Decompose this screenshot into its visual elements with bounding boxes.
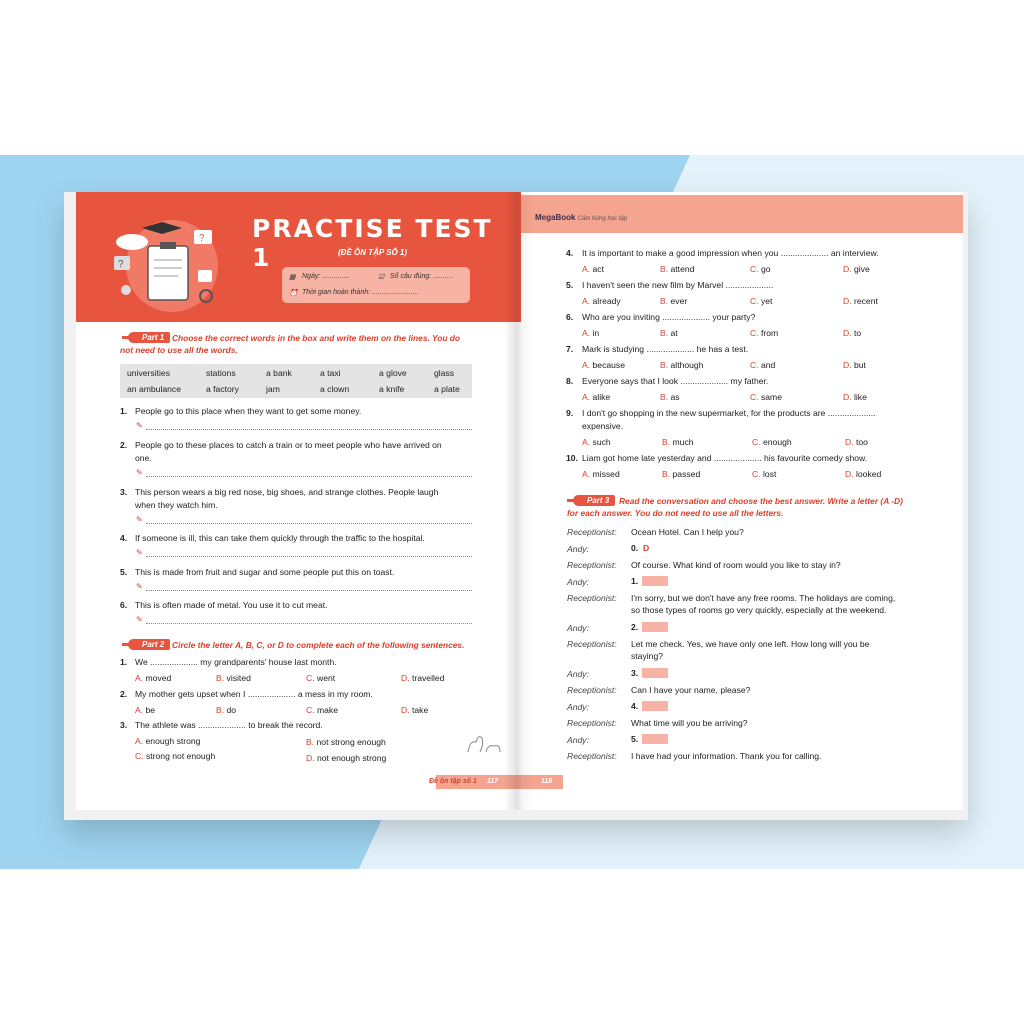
- option-c[interactable]: C. strong not enough: [135, 751, 216, 761]
- right-page: [521, 192, 963, 810]
- option-d[interactable]: D. to: [843, 328, 862, 338]
- word: a taxi: [320, 368, 341, 378]
- part2-label: Part 2: [128, 639, 170, 650]
- speaker-label: Andy:: [567, 702, 589, 712]
- question-text: Who are you inviting .................... your party?: [582, 312, 756, 322]
- speaker-label: Receptionist:: [567, 751, 617, 761]
- option-d[interactable]: D. travelled: [401, 673, 445, 683]
- pencil-icon: ✎: [136, 421, 143, 430]
- question-text: People go to this place when they want to get some money.: [135, 406, 362, 416]
- svg-text:?: ?: [199, 233, 205, 244]
- question-text: This person wears a big red nose, big shoes, and strange clothes. People laugh: [135, 487, 439, 497]
- option-c[interactable]: C. from: [750, 328, 779, 338]
- question-number: 7.: [566, 344, 574, 354]
- answer-number: 0.: [631, 543, 639, 553]
- question-number: 8.: [566, 376, 574, 386]
- question-text-cont: when they watch him.: [135, 500, 218, 510]
- option-a[interactable]: A. because: [582, 360, 626, 370]
- option-b[interactable]: B. do: [216, 705, 237, 715]
- option-b[interactable]: B. not strong enough: [306, 737, 386, 747]
- option-b[interactable]: B. although: [660, 360, 704, 370]
- word: a glove: [379, 368, 407, 378]
- left-header: [76, 192, 521, 322]
- brand-logo: MegaBook Cảm hứng học tập: [535, 213, 628, 222]
- right-header: [521, 195, 963, 233]
- open-book: [64, 192, 968, 820]
- question-text: Liam got home late yesterday and .................... his favourite comedy show.: [582, 453, 868, 463]
- word: a plate: [434, 384, 460, 394]
- question-number: 3.: [120, 720, 128, 730]
- question-text: My mother gets upset when I .................... a mess in my room.: [135, 689, 373, 699]
- word-box: [120, 364, 472, 398]
- left-page: [76, 192, 521, 810]
- answer-box[interactable]: [642, 622, 668, 632]
- option-a[interactable]: A. already: [582, 296, 621, 306]
- word: jam: [266, 384, 280, 394]
- speaker-label: Andy:: [567, 577, 589, 587]
- answer-box[interactable]: [642, 576, 668, 586]
- answer-number: 1.: [631, 576, 639, 586]
- footer-text: Đề ôn tập số 1: [429, 778, 477, 785]
- speaker-label: Andy:: [567, 669, 589, 679]
- answer-line[interactable]: [146, 429, 472, 430]
- question-text: The athlete was .................... to break the record.: [135, 720, 323, 730]
- question-number: 6.: [120, 600, 128, 610]
- speaker-label: Andy:: [567, 735, 589, 745]
- speaker-label: Receptionist:: [567, 527, 617, 537]
- pencil-icon: ✎: [136, 582, 143, 591]
- option-b[interactable]: B. at: [660, 328, 678, 338]
- answer-number: 2.: [631, 622, 639, 632]
- question-number: 1.: [120, 657, 128, 667]
- clock-icon: ⏰: [289, 290, 298, 297]
- question-text-cont: one.: [135, 453, 152, 463]
- pencil-icon: ✎: [136, 468, 143, 477]
- question-number: 6.: [566, 312, 574, 322]
- answer-line[interactable]: [146, 523, 472, 524]
- option-a[interactable]: A. in: [582, 328, 600, 338]
- pencil-icon: ✎: [136, 615, 143, 624]
- part3-instruction-line2: for each answer. You do not need to use all the letters.: [567, 508, 784, 518]
- study-illustration-icon: [108, 212, 236, 316]
- time-field: Thời gian hoàn thành: ........................: [302, 289, 419, 296]
- option-b[interactable]: B. visited: [216, 673, 251, 683]
- page-subtitle: (ĐỀ ÔN TẬP SỐ 1): [338, 248, 408, 257]
- word: a bank: [266, 368, 292, 378]
- word: stations: [206, 368, 236, 378]
- speaker-label: Andy:: [567, 623, 589, 633]
- page-number: 117: [487, 778, 499, 785]
- word: a factory: [206, 384, 239, 394]
- question-number: 9.: [566, 408, 574, 418]
- part3-label: Part 3: [573, 495, 615, 506]
- question-number: 2.: [120, 689, 128, 699]
- question-text: I haven't seen the new film by Marvel ....................: [582, 280, 774, 290]
- word: universities: [127, 368, 170, 378]
- option-b[interactable]: B. ever: [660, 296, 688, 306]
- answer-number: 3.: [631, 668, 639, 678]
- option-c[interactable]: C. yet: [750, 296, 773, 306]
- question-text: This is often made of metal. You use it to cut meat.: [135, 600, 328, 610]
- date-field: Ngày: ..............: [302, 273, 350, 280]
- check-icon: ☑: [378, 274, 385, 281]
- question-number: 10.: [566, 453, 578, 463]
- part1-label: Part 1: [128, 332, 170, 343]
- answer-line[interactable]: [146, 556, 472, 557]
- option-c[interactable]: C. go: [750, 264, 771, 274]
- option-d[interactable]: D. too: [845, 437, 868, 447]
- question-text: People go to these places to catch a train or to meet people who have arrived on: [135, 440, 442, 450]
- svg-text:?: ?: [118, 259, 124, 270]
- part3-instruction-line1: Read the conversation and choose the best answer. Write a letter (A -D): [619, 496, 903, 506]
- calendar-icon: ▦: [289, 274, 296, 281]
- question-number: 3.: [120, 487, 128, 497]
- dialogue-text: Can I have your name, please?: [631, 685, 751, 695]
- option-c[interactable]: C. lost: [752, 469, 777, 479]
- option-c[interactable]: C. went: [306, 673, 336, 683]
- option-a[interactable]: A. be: [135, 705, 156, 715]
- option-c[interactable]: C. enough: [752, 437, 792, 447]
- option-b[interactable]: B. attend: [660, 264, 695, 274]
- option-a[interactable]: A. moved: [135, 673, 172, 683]
- question-number: 2.: [120, 440, 128, 450]
- part1-instruction-line1: Choose the correct words in the box and write them on the lines. You do: [172, 333, 461, 343]
- part2-instruction: Circle the letter A, B, C, or D to complete each of the following sentences.: [172, 640, 465, 650]
- question-number: 4.: [120, 533, 128, 543]
- option-b[interactable]: B. much: [662, 437, 694, 447]
- option-d[interactable]: D. not enough strong: [306, 753, 387, 763]
- option-d[interactable]: D. like: [843, 392, 867, 402]
- question-number: 5.: [120, 567, 128, 577]
- option-a[interactable]: A. alike: [582, 392, 611, 402]
- speaker-label: Receptionist:: [567, 718, 617, 728]
- option-c[interactable]: C. make: [306, 705, 338, 715]
- dialogue-text: I'm sorry, but we don't have any free rooms. The holidays are coming,: [631, 593, 896, 603]
- option-a[interactable]: A. such: [582, 437, 611, 447]
- answer-number: 4.: [631, 701, 639, 711]
- dinosaur-doodle-icon: [464, 730, 504, 756]
- question-text: Everyone says that I look .................... my father.: [582, 376, 769, 386]
- speaker-label: Receptionist:: [567, 639, 617, 649]
- option-a[interactable]: A. missed: [582, 469, 620, 479]
- answer-number: 5.: [631, 734, 639, 744]
- dialogue-text-cont: so those types of rooms go very quickly, especially at the weekend.: [631, 605, 887, 615]
- answer-box[interactable]: [642, 701, 668, 711]
- speaker-label: Receptionist:: [567, 593, 617, 603]
- option-c[interactable]: C. same: [750, 392, 782, 402]
- dialogue-text: Of course. What kind of room would you like to stay in?: [631, 560, 841, 570]
- speaker-label: Andy:: [567, 544, 589, 554]
- answer-box[interactable]: [642, 668, 668, 678]
- question-text-cont: expensive.: [582, 421, 624, 431]
- question-text: It is important to make a good impression when you .................... an interview.: [582, 248, 879, 258]
- answer-line[interactable]: [146, 476, 472, 477]
- dialogue-text: What time will you be arriving?: [631, 718, 748, 728]
- dialogue-text: Ocean Hotel. Can I help you?: [631, 527, 744, 537]
- example-answer: D: [643, 543, 650, 553]
- info-box: [282, 267, 470, 303]
- word: glass: [434, 368, 455, 378]
- option-b[interactable]: B. passed: [662, 469, 701, 479]
- answer-line[interactable]: [146, 590, 472, 591]
- speaker-label: Receptionist:: [567, 560, 617, 570]
- question-text: If someone is ill, this can take them quickly through the traffic to the hospital.: [135, 533, 425, 543]
- speaker-label: Receptionist:: [567, 685, 617, 695]
- option-a[interactable]: A. act: [582, 264, 604, 274]
- answer-line[interactable]: [146, 623, 472, 624]
- score-field: Số câu đúng: ..........: [390, 273, 453, 280]
- question-text: I don't go shopping in the new supermarket, for the products are ....................: [582, 408, 876, 418]
- part1-instruction-line2: not need to use all the words.: [120, 345, 238, 355]
- word: an ambulance: [127, 384, 181, 394]
- option-c[interactable]: C. and: [750, 360, 776, 370]
- question-number: 4.: [566, 248, 574, 258]
- option-d[interactable]: D. looked: [845, 469, 882, 479]
- dialogue-text: I have had your information. Thank you for calling.: [631, 751, 822, 761]
- pencil-icon: ✎: [136, 548, 143, 557]
- option-d[interactable]: D. give: [843, 264, 870, 274]
- page-title: PRACTISE TEST 1: [252, 214, 493, 272]
- pencil-icon: ✎: [136, 515, 143, 524]
- option-b[interactable]: B. as: [660, 392, 680, 402]
- dialogue-text-cont: staying?: [631, 651, 664, 661]
- answer-box[interactable]: [642, 734, 668, 744]
- word: a clown: [320, 384, 350, 394]
- page-number: 118: [541, 778, 553, 785]
- question-text: Mark is studying .................... he has a test.: [582, 344, 749, 354]
- book-spine-shadow: [504, 192, 534, 810]
- word: a knife: [379, 384, 405, 394]
- question-text: We .................... my grandparents' house last month.: [135, 657, 337, 667]
- option-d[interactable]: D. but: [843, 360, 866, 370]
- question-number: 1.: [120, 406, 128, 416]
- question-number: 5.: [566, 280, 574, 290]
- option-a[interactable]: A. enough strong: [135, 736, 201, 746]
- option-d[interactable]: D. take: [401, 705, 429, 715]
- dialogue-text: Let me check. Yes, we have only one left. How long will you be: [631, 639, 870, 649]
- option-d[interactable]: D. recent: [843, 296, 878, 306]
- question-text: This is made from fruit and sugar and some people put this on toast.: [135, 567, 395, 577]
